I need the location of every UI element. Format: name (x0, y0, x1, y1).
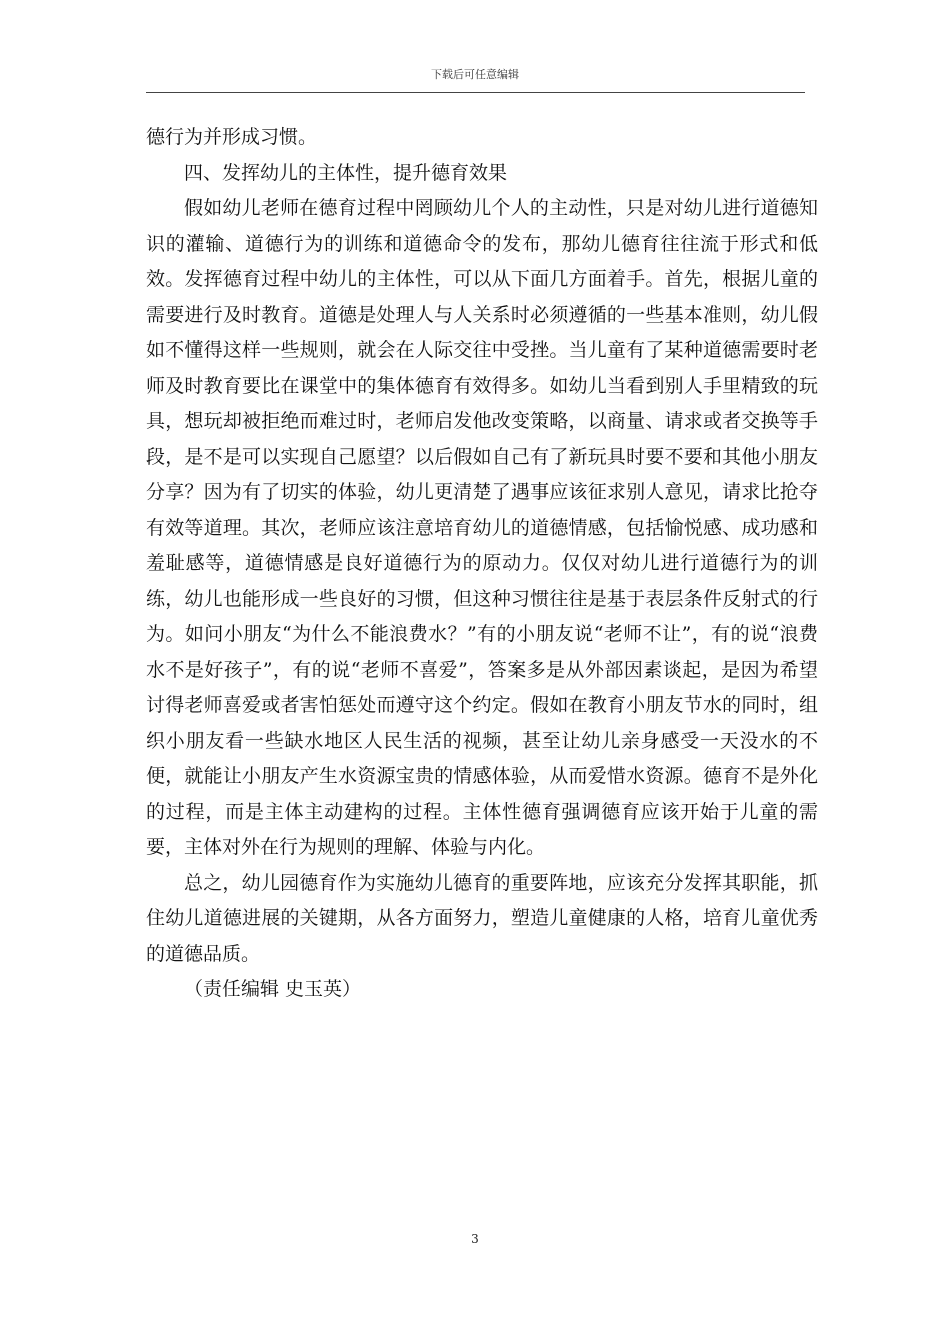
page-header: 下载后可任意编辑 (431, 68, 519, 81)
paragraph-conclusion: 总之，幼儿园德育作为实施幼儿德育的重要阵地，应该充分发挥其职能，抓住幼儿道德进展的关键期，从各方面努力，塑造儿童健康的人格，培育儿童优秀的道德品质。 (146, 871, 818, 965)
paragraph-main: 假如幼儿老师在德育过程中罔顾幼儿个人的主动性，只是对幼儿进行道德知识的灌输、道德行为的训练和道德命令的发布，那幼儿德育往往流于形式和低效。发挥德育过程中幼儿的主体性，可以从下面几方面着手。首先，根据儿童的需要进行及时教育。道德是处理人与人关系时必须遵循的一些基本准则，幼儿假如不懂得这样一些规则，就会在人际交往中受挫。当儿童有了某种道德需要时老师及时教育要比在课堂中的集体德育有效得多。如幼儿当看到别人手里精致的玩具，想玩却被拒绝而难过时，老师启发他改变策略，以商量、请求或者交换等手段，是不是可以实现自己愿望？以后假如自己有了新玩具时要不要和其他小朋友分享？因为有了切实的体验，幼儿更清楚了遇事应该征求别人意见，请求比抢夺有效等道理。其次，老师应该注意培育幼儿的道德情感，包括愉悦感、成功感和羞耻感等，道德情感是良好道德行为的原动力。仅仅对幼儿进行道德行为的训练，幼儿也能形成一些良好的习惯，但这种习惯往往是基于表层条件反射式的行为。如问小朋友“为什么不能浪费水？”有的小朋友说“老师不让”，有的说“浪费水不是好孩子”，有的说“老师不喜爱”，答案多是从外部因素谈起，是因为希望讨得老师喜爱或者害怕惩处而遵守这个约定。假如在教育小朋友节水的同时，组织小朋友看一些缺水地区人民生活的视频，甚至让幼儿亲身感受一天没水的不便，就能让小朋友产生水资源宝贵的情感体验，从而爱惜水资源。德育不是外化的过程，而是主体主动建构的过程。主体性德育强调德育应该开始于儿童的需要，主体对外在行为规则的理解、体验与内化。 (146, 197, 818, 858)
page-number: 3 (471, 1232, 479, 1246)
editor-note: （责任编辑 史玉英） (184, 978, 362, 1000)
section-heading: 四、发挥幼儿的主体性，提升德育效果 (184, 161, 508, 184)
paragraph-continuation: 德行为并形成习惯。 (146, 126, 318, 148)
document-body (146, 120, 818, 1008)
header-divider (146, 92, 805, 93)
